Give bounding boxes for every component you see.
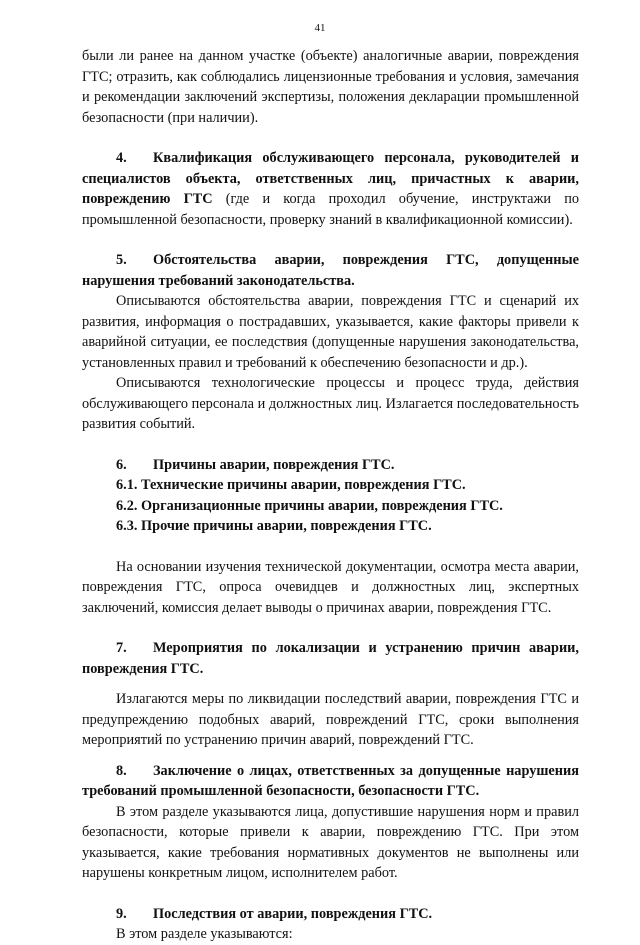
section-6-1: 6.1. Технические причины аварии, повреждения ГТС. xyxy=(116,477,466,493)
section-4-text: (где и когда проходил обучение, инструктажи по промышленной безопасности, проверку знаний в квалификационной комиссии). xyxy=(82,191,579,228)
section-9-title: Последствия от аварии, повреждения ГТС. xyxy=(153,905,433,922)
section-8-number: 8. xyxy=(116,762,127,779)
section-6-title: Причины аварии, повреждения ГТС. xyxy=(153,456,395,473)
section-8-paragraph: В этом разделе указываются лица, допустившие нарушения норм и правил безопасности, которые привели к аварии, повреждению ГТС. При этом указывается, какие требования нормативных документов не выполнены или нарушены конкретным лицом, исполнителем работ. xyxy=(82,803,579,881)
section-4 xyxy=(82,148,579,230)
section-7-heading xyxy=(82,638,579,679)
section-5-paragraph-1: Описываются обстоятельства аварии, повреждения ГТС и сценарий их развития, информация о пострадавших, указывается, какие факторы привели к аварийной ситуации, ее последствия (допущенные нарушения законодательства, установленных правил и требований к обеспечению безопасности и др.). xyxy=(82,293,579,371)
section-6-3: 6.3. Прочие причины аварии, повреждения ГТС. xyxy=(116,518,432,534)
section-5-paragraph-2: Описываются технологические процессы и процесс труда, действия обслуживающего персонала и должностных лиц. Излагается последовательность развития событий. xyxy=(82,375,579,432)
section-5-title: Обстоятельства аварии, повреждения ГТС, допущенные нарушения требований законодательства. xyxy=(82,252,579,289)
section-6-paragraph: На основании изучения технической документации, осмотра места аварии, повреждения ГТС, опроса очевидцев и должностных лиц, экспертных заключений, комиссия делает выводы о причинах аварии, повреждения ГТС. xyxy=(82,558,579,616)
page-number: 41 xyxy=(314,22,326,34)
section-4-title: Квалификация обслуживающего персонала, руководителей и специалистов объекта, ответственных лиц, причастных к аварии, повреждению ГТС xyxy=(82,150,579,207)
section-6-2: 6.2. Организационные причины аварии, повреждения ГТС. xyxy=(116,497,503,514)
section-9-heading xyxy=(82,904,579,925)
document-body xyxy=(82,46,579,945)
section-7-number: 7. xyxy=(116,640,127,656)
section-9-number: 9. xyxy=(116,905,127,922)
section-8-heading xyxy=(82,761,579,802)
section-8-title: Заключение о лицах, ответственных за допущенные нарушения требований промышленной безопасности, безопасности ГТС. xyxy=(82,762,579,799)
section-9-paragraph: В этом разделе указываются: xyxy=(116,926,293,942)
section-6-heading xyxy=(82,455,579,476)
section-6-number: 6. xyxy=(116,456,127,473)
section-4-number: 4. xyxy=(116,150,127,166)
section-5-heading xyxy=(82,250,579,291)
section-5-number: 5. xyxy=(116,252,127,268)
section-7-paragraph: Излагаются меры по ликвидации последствий аварии, повреждения ГТС и предупреждению подобных аварий, повреждений ГТС, сроки выполнения мероприятий по устранению причин аварий, повреждений ГТС. xyxy=(82,691,579,748)
intro-paragraph: были ли ранее на данном участке (объекте) аналогичные аварии, повреждения ГТС; отразить, как соблюдались лицензионные требования и условия, замечания и рекомендации заключений экспертизы, положения декларации промышленной безопасности (при наличии). xyxy=(82,48,579,126)
section-7-title: Мероприятия по локализации и устранению причин аварии, повреждения ГТС. xyxy=(82,640,579,677)
